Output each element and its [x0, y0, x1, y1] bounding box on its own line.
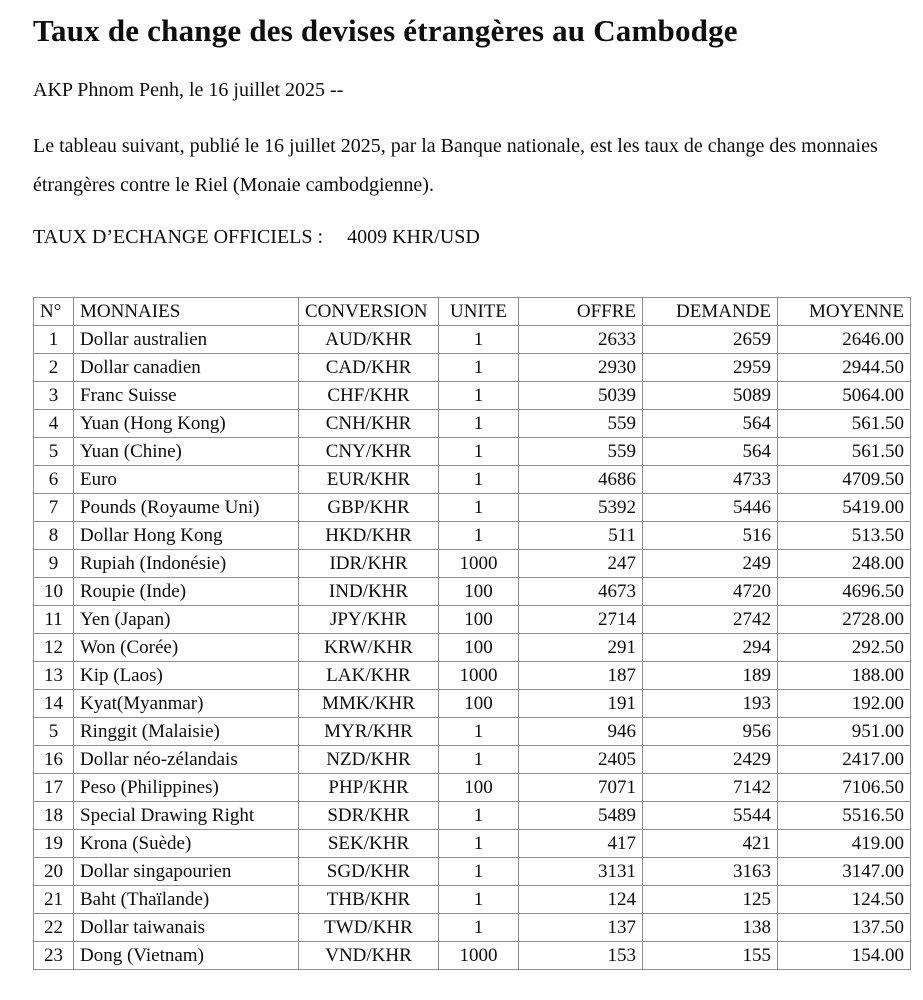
- table-cell: TWD/KHR: [299, 914, 439, 942]
- table-row: [34, 494, 911, 522]
- rates-table-header: [34, 298, 911, 326]
- table-cell: AUD/KHR: [299, 326, 439, 354]
- table-cell: JPY/KHR: [299, 606, 439, 634]
- table-cell: 4720: [643, 578, 778, 606]
- column-header: UNITE: [439, 298, 519, 326]
- table-cell: 5039: [519, 382, 643, 410]
- table-row: [34, 354, 911, 382]
- table-cell: 1: [439, 494, 519, 522]
- table-cell: CNY/KHR: [299, 438, 439, 466]
- table-cell: 13: [34, 662, 74, 690]
- table-cell: 100: [439, 606, 519, 634]
- table-cell: 100: [439, 634, 519, 662]
- table-cell: 2728.00: [778, 606, 911, 634]
- table-cell: GBP/KHR: [299, 494, 439, 522]
- table-cell: Dollar néo-zélandais: [74, 746, 299, 774]
- table-cell: 1000: [439, 662, 519, 690]
- table-cell: 561.50: [778, 438, 911, 466]
- table-cell: CAD/KHR: [299, 354, 439, 382]
- table-cell: 1: [439, 438, 519, 466]
- rates-table-body: [34, 326, 911, 970]
- table-cell: 421: [643, 830, 778, 858]
- official-rate-line: [33, 225, 910, 249]
- table-cell: 2714: [519, 606, 643, 634]
- table-cell: KRW/KHR: [299, 634, 439, 662]
- table-row: [34, 466, 911, 494]
- table-cell: 124: [519, 886, 643, 914]
- table-cell: 20: [34, 858, 74, 886]
- table-cell: 8: [34, 522, 74, 550]
- table-row: [34, 718, 911, 746]
- byline: AKP Phnom Penh, le 16 juillet 2025 --: [33, 79, 344, 101]
- table-cell: 294: [643, 634, 778, 662]
- table-row: [34, 914, 911, 942]
- table-cell: 19: [34, 830, 74, 858]
- table-cell: 1: [439, 326, 519, 354]
- rates-table: [33, 297, 911, 970]
- table-cell: 4673: [519, 578, 643, 606]
- table-cell: 7142: [643, 774, 778, 802]
- table-cell: 417: [519, 830, 643, 858]
- table-cell: CHF/KHR: [299, 382, 439, 410]
- table-cell: 191: [519, 690, 643, 718]
- table-cell: 951.00: [778, 718, 911, 746]
- header-row: [34, 298, 911, 326]
- page-title: Taux de change des devises étrangères au Cambodge: [33, 13, 738, 48]
- table-cell: Yen (Japan): [74, 606, 299, 634]
- official-rate-label: TAUX D’ECHANGE OFFICIELS :: [33, 226, 324, 248]
- table-cell: 1: [439, 886, 519, 914]
- table-row: [34, 382, 911, 410]
- table-cell: 513.50: [778, 522, 911, 550]
- table-row: [34, 886, 911, 914]
- column-header: MONNAIES: [74, 298, 299, 326]
- table-cell: VND/KHR: [299, 942, 439, 970]
- table-cell: 1: [439, 718, 519, 746]
- table-cell: Roupie (Inde): [74, 578, 299, 606]
- table-cell: Ringgit (Malaisie): [74, 718, 299, 746]
- table-cell: 291: [519, 634, 643, 662]
- table-cell: 23: [34, 942, 74, 970]
- table-row: [34, 858, 911, 886]
- table-cell: 138: [643, 914, 778, 942]
- table-cell: 7: [34, 494, 74, 522]
- column-header: MOYENNE: [778, 298, 911, 326]
- table-cell: 1: [439, 410, 519, 438]
- table-cell: 7106.50: [778, 774, 911, 802]
- table-cell: 7071: [519, 774, 643, 802]
- table-cell: Yuan (Hong Kong): [74, 410, 299, 438]
- table-cell: 188.00: [778, 662, 911, 690]
- table-cell: Euro: [74, 466, 299, 494]
- table-cell: 247: [519, 550, 643, 578]
- table-cell: 6: [34, 466, 74, 494]
- table-cell: 22: [34, 914, 74, 942]
- table-cell: Dollar singapourien: [74, 858, 299, 886]
- table-cell: 5: [34, 718, 74, 746]
- table-cell: 559: [519, 438, 643, 466]
- table-cell: 21: [34, 886, 74, 914]
- table-cell: 4: [34, 410, 74, 438]
- table-cell: 1: [439, 802, 519, 830]
- official-rate-value: 4009 KHR/USD: [347, 226, 480, 248]
- table-cell: 3163: [643, 858, 778, 886]
- table-cell: 2742: [643, 606, 778, 634]
- column-header: OFFRE: [519, 298, 643, 326]
- table-cell: 154.00: [778, 942, 911, 970]
- table-cell: 2417.00: [778, 746, 911, 774]
- table-cell: IDR/KHR: [299, 550, 439, 578]
- table-cell: MYR/KHR: [299, 718, 439, 746]
- table-cell: Rupiah (Indonésie): [74, 550, 299, 578]
- table-cell: Pounds (Royaume Uni): [74, 494, 299, 522]
- table-cell: 1000: [439, 942, 519, 970]
- table-cell: 1: [439, 354, 519, 382]
- column-header: CONVERSION: [299, 298, 439, 326]
- table-cell: 956: [643, 718, 778, 746]
- table-row: [34, 578, 911, 606]
- table-cell: MMK/KHR: [299, 690, 439, 718]
- table-cell: 5419.00: [778, 494, 911, 522]
- table-cell: 5089: [643, 382, 778, 410]
- table-row: [34, 606, 911, 634]
- table-cell: 2944.50: [778, 354, 911, 382]
- table-cell: 511: [519, 522, 643, 550]
- table-row: [34, 830, 911, 858]
- table-cell: 4709.50: [778, 466, 911, 494]
- table-cell: 1: [439, 522, 519, 550]
- table-cell: 100: [439, 578, 519, 606]
- table-cell: Dollar canadien: [74, 354, 299, 382]
- table-cell: 419.00: [778, 830, 911, 858]
- table-cell: 2930: [519, 354, 643, 382]
- table-cell: 10: [34, 578, 74, 606]
- table-cell: 2: [34, 354, 74, 382]
- table-cell: 1: [439, 466, 519, 494]
- table-cell: 100: [439, 690, 519, 718]
- table-row: [34, 662, 911, 690]
- table-cell: 4696.50: [778, 578, 911, 606]
- table-cell: Special Drawing Right: [74, 802, 299, 830]
- column-header: DEMANDE: [643, 298, 778, 326]
- table-cell: 2429: [643, 746, 778, 774]
- table-row: [34, 634, 911, 662]
- table-cell: Kyat(Myanmar): [74, 690, 299, 718]
- table-cell: 137.50: [778, 914, 911, 942]
- table-cell: 561.50: [778, 410, 911, 438]
- table-cell: 1000: [439, 550, 519, 578]
- table-cell: SEK/KHR: [299, 830, 439, 858]
- table-cell: 2659: [643, 326, 778, 354]
- table-row: [34, 438, 911, 466]
- table-cell: 3131: [519, 858, 643, 886]
- table-cell: PHP/KHR: [299, 774, 439, 802]
- table-cell: Dollar taiwanais: [74, 914, 299, 942]
- table-cell: SGD/KHR: [299, 858, 439, 886]
- table-cell: 4686: [519, 466, 643, 494]
- table-cell: 5516.50: [778, 802, 911, 830]
- table-cell: 1: [439, 746, 519, 774]
- table-cell: 564: [643, 410, 778, 438]
- intro-paragraph: Le tableau suivant, publié le 16 juillet 2025, par la Banque nationale, est les taux de change des monnaies étrangères contre le Riel (Monaie cambodgienne).: [33, 135, 878, 196]
- table-cell: Baht (Thaïlande): [74, 886, 299, 914]
- table-cell: 17: [34, 774, 74, 802]
- table-cell: 564: [643, 438, 778, 466]
- table-cell: SDR/KHR: [299, 802, 439, 830]
- table-row: [34, 942, 911, 970]
- table-cell: 193: [643, 690, 778, 718]
- table-cell: 1: [439, 914, 519, 942]
- table-cell: LAK/KHR: [299, 662, 439, 690]
- table-cell: 1: [439, 830, 519, 858]
- table-cell: 9: [34, 550, 74, 578]
- table-cell: 946: [519, 718, 643, 746]
- table-cell: Won (Corée): [74, 634, 299, 662]
- table-cell: 125: [643, 886, 778, 914]
- table-cell: 187: [519, 662, 643, 690]
- table-row: [34, 690, 911, 718]
- table-cell: NZD/KHR: [299, 746, 439, 774]
- table-cell: 248.00: [778, 550, 911, 578]
- table-cell: 18: [34, 802, 74, 830]
- table-cell: 5544: [643, 802, 778, 830]
- table-cell: 3147.00: [778, 858, 911, 886]
- table-cell: HKD/KHR: [299, 522, 439, 550]
- table-cell: 1: [439, 858, 519, 886]
- table-cell: THB/KHR: [299, 886, 439, 914]
- table-row: [34, 746, 911, 774]
- table-row: [34, 774, 911, 802]
- table-row: [34, 326, 911, 354]
- table-cell: 12: [34, 634, 74, 662]
- table-cell: 100: [439, 774, 519, 802]
- table-cell: Dollar australien: [74, 326, 299, 354]
- table-cell: CNH/KHR: [299, 410, 439, 438]
- table-row: [34, 410, 911, 438]
- table-cell: 5: [34, 438, 74, 466]
- table-cell: 5392: [519, 494, 643, 522]
- table-cell: 1: [439, 382, 519, 410]
- table-cell: 2646.00: [778, 326, 911, 354]
- table-cell: EUR/KHR: [299, 466, 439, 494]
- table-cell: 559: [519, 410, 643, 438]
- table-cell: 11: [34, 606, 74, 634]
- table-cell: 1: [34, 326, 74, 354]
- table-row: [34, 522, 911, 550]
- table-cell: 3: [34, 382, 74, 410]
- table-cell: 249: [643, 550, 778, 578]
- table-row: [34, 802, 911, 830]
- table-cell: Dollar Hong Kong: [74, 522, 299, 550]
- table-cell: 2405: [519, 746, 643, 774]
- table-cell: 192.00: [778, 690, 911, 718]
- table-cell: 5489: [519, 802, 643, 830]
- table-cell: 2959: [643, 354, 778, 382]
- table-cell: Kip (Laos): [74, 662, 299, 690]
- table-cell: Peso (Philippines): [74, 774, 299, 802]
- table-cell: Dong (Vietnam): [74, 942, 299, 970]
- table-cell: Franc Suisse: [74, 382, 299, 410]
- table-cell: 189: [643, 662, 778, 690]
- table-cell: 16: [34, 746, 74, 774]
- table-cell: Krona (Suède): [74, 830, 299, 858]
- table-cell: 153: [519, 942, 643, 970]
- table-cell: 124.50: [778, 886, 911, 914]
- table-cell: 137: [519, 914, 643, 942]
- table-cell: Yuan (Chine): [74, 438, 299, 466]
- table-cell: 5446: [643, 494, 778, 522]
- table-cell: 14: [34, 690, 74, 718]
- table-row: [34, 550, 911, 578]
- table-cell: 5064.00: [778, 382, 911, 410]
- table-cell: 4733: [643, 466, 778, 494]
- table-cell: 516: [643, 522, 778, 550]
- column-header: N°: [34, 298, 74, 326]
- table-cell: IND/KHR: [299, 578, 439, 606]
- table-cell: 292.50: [778, 634, 911, 662]
- table-cell: 2633: [519, 326, 643, 354]
- table-cell: 155: [643, 942, 778, 970]
